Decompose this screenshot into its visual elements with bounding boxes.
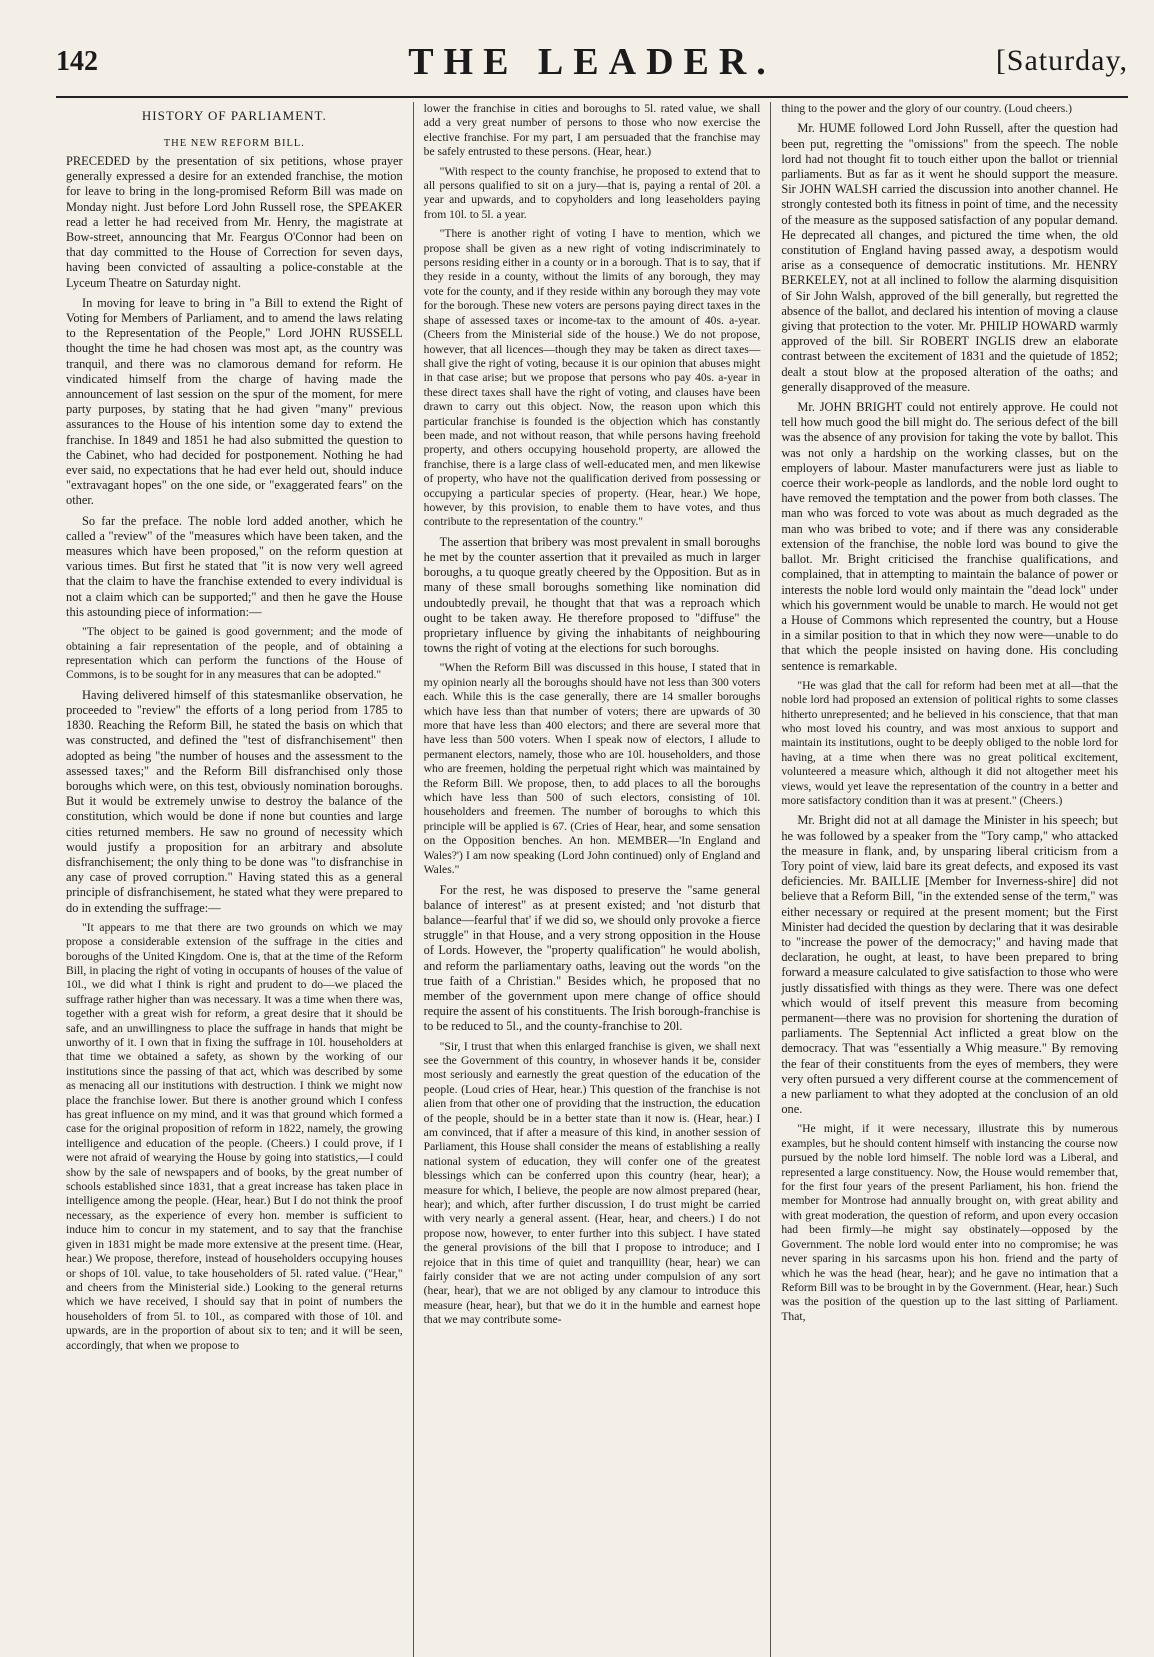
quotation: "The object to be gained is good government; and the mode of obtaining a fair representation of the people, and of obtaining a representation which can perform the functions of the House of Commons, is to be sought for in any measures that can be adopted."	[66, 625, 403, 682]
newspaper-title: THE LEADER.	[408, 41, 776, 83]
paragraph: The assertion that bribery was most prevalent in small boroughs he met by the counter assertion that it prevailed as much in larger boroughs, a tu quoque greatly cheered by the Opposition. But as in many of these small boroughs something like nomination did undoubtedly prevail, he thought that that was a reproach which ought to be taken away. He therefore proposed to "diffuse" the proprietary influence by giving the inhabitants of neighbouring towns the right of voting at the elections for such boroughs.	[423, 534, 761, 656]
masthead	[56, 0, 1128, 98]
paragraph: In moving for leave to bring in "a Bill to extend the Right of Voting for Members of Parliament, and to amend the laws relating to the Representation of the People," Lord JOHN RUSSELL thought the time he had chosen was most apt, as the country was tranquil, and there was no clamorous demand for reform. He vindicated himself from the charge of having made the announcement of last session on the spur of the moment, for mere party purposes, by stating that he had given "many" previous assurances to the House of his intention some day to extend the franchise. In 1849 and 1851 he had also submitted the question to the Cabinet, who had decided for postponement. Nothing he had ever said, no expectations that he had ever held out, should induce "extravagant hopes" on the one side, or "exaggerated fears" on the other.	[66, 295, 403, 508]
quotation: "It appears to me that there are two grounds on which we may propose a considerable extension of the suffrage in the cities and boroughs of the United Kingdom. One is, that at the time of the Reform Bill, in placing the right of voting in occupants of houses of the value of 10l., we did what I think is right and prudent to do—we placed the suffrage rather higher than was necessary. It was a time when there was, together with a great wish for reform, a great desire that it should be safe, and an unwillingness to place the suffrage in hands that might be unworthy of it. I own that in fixing the suffrage in 10l. householders at that time we obtained a safety, as shown by the working of our institutions since the passing of that act, which was described by some as menacing all our institutions with destruction. I think we might now place the franchise lower. But there is another ground which I confess has great influence on my mind, and it was that ground which formed a case for the original proposition of reform in 1822, namely, the growing intelligence and education of the people. (Cheers.) I could prove, if I were not afraid of wearying the House by going into statistics,—I could show by the sale of newspapers and of books, by the great number of schools established since 1831, that a great increase has taken place in intelligence among the people. (Hear, hear.) But I do not think the proof necessary, as the experience of every hon. member is sufficient to induce him to concur in my statement, and to say that the franchise given in 1831 might be made more extensive at the present time. (Hear, hear.) We propose, therefore, instead of householders occupying houses or shops of 10l. value, to take householders of 5l. rated value. ("Hear," and cheers from the Ministerial side.) Looking to the general returns which we have received, I should say that in point of numbers the householders of from 5l. to 10l., as compared with those of 10l. and upwards, are in the proportion of about six to ten; and it will be seen, accordingly, that when we propose to	[66, 920, 403, 1352]
section-heading: HISTORY OF PARLIAMENT.	[141, 108, 327, 123]
paragraph: For the rest, he was disposed to preserve the "same general balance of interest" as at present existed; and 'not disturb that balance—fearful that' if we did so, we should only provoke a fierce struggle" in that House, and a very strong opposition in the House of Lords. However, the "property qualification" he would abolish, and reform the parliamentary oaths, leaving out the words "on the true faith of a Christian." Besides which, he proposed that no member of the government upon mere change of office should require the assent of his constituents. The Irish borough-franchise is to be reduced to 5l., and the county-franchise to 20l.	[423, 882, 761, 1034]
quotation: "Sir, I trust that when this enlarged franchise is given, we shall next see the Government of this country, in whosever hands it be, consider most seriously and earnestly the great question of the education of the people. (Loud cries of Hear, hear.) This question of the franchise is not alien from that other one of providing that the instruction, the education of the people, should be in a better state than it now is. (Hear, hear.) I am convinced, that if after a measure of this kind, in another session of Parliament, this House shall consider the means of establishing a really national system of education, they will confer one of the greatest blessings which can be conferred upon this country (hear, hear); a measure for which, I believe, the people are now almost prepared (hear, hear); and which, after further discussion, I do trust might be carried with very nearly a general assent. (Hear, hear, and cheers.) I do not propose now, however, to enter further into this subject. I have stated the general provisions of the bill that I propose to introduce; and I rejoice that in this time of quiet and tranquillity (hear, hear) we can fairly consider that we are not acting under compulsion of any sort (hear, hear), that we are not obliged by any clamour to introduce this measure (hear, hear), but that we do it in the humble and earnest hope that we may contribute some-	[423, 1039, 761, 1327]
quotation: lower the franchise in cities and boroughs to 5l. rated value, we shall add a very great number of persons to those who now exercise the elective franchise. For my part, I am persuaded that the franchise may be safely entrusted to these persons. (Hear, hear.)	[423, 102, 761, 159]
column-2	[414, 102, 772, 1657]
column-1	[56, 102, 414, 1657]
quotation: "There is another right of voting I have to mention, which we propose shall be given as a new right of voting indiscriminately to persons residing either in a county or in a borough. That is to say, that if they reside in a county, without the limits of any borough, they may vote for the county, and if they reside within any borough they may vote for the borough. These new voters are persons paying direct taxes in the shape of assessed taxes or income-tax to the amount of 40s. a-year. (Cheers from the Ministerial side of the house.) We do not propose, however, that all licences—though they may be taken as direct taxes—shall give the right of voting, because it is our opinion that abuses might in that case arise; but we propose that persons who pay 40s. a-year in these direct taxes shall have the right of voting, and clauses have been drawn to carry out this object. Now, the reason upon which this particular franchise is founded is the objection which has constantly been made, and not without reason, that while persons having freehold property, and others occupying household property, are allowed the franchise, there is a large class of well-educated men, and men likewise of property, who have not the qualification derived from possessing or occupying a particular species of property. (Hear, hear.) We hope, however, by this provision, to enable them to have votes, and thus contribute to the representation of the country."	[423, 227, 761, 529]
article-subheading: THE NEW REFORM BILL.	[163, 138, 305, 149]
quotation: "With respect to the county franchise, he proposed to extend that to all persons qualified to sit on a jury—that is, paying a rental of 20l. a year and upwards, and to copyholders and long leaseholders paying from 10l. to 5l. a year.	[423, 164, 761, 221]
issue-day: [Saturday,	[995, 44, 1128, 77]
page-number: 142	[56, 46, 98, 77]
quotation: "He was glad that the call for reform had been met at all—that the noble lord had proposed an extension of political rights to some classes hitherto unrepresented; and he believed in his conscience, that that man who most loved his country, and was most anxious to support and maintain its institutions, ought to be deeply obliged to the noble lord for having, at a time when there was no great political excitement, volunteered a measure which, although it did not altogether meet his views, would yet leave the representation of the country in a better and more satisfactory condition than it was at present." (Cheers.)	[781, 678, 1119, 807]
quotation: thing to the power and the glory of our country. (Loud cheers.)	[781, 102, 1072, 115]
quotation: "He might, if it were necessary, illustrate this by numerous examples, but he should content himself with instancing the course now pursued by the noble lord himself. The noble lord was a Liberal, and represented a large constituency. Now, the House would remember that, for the first four years of the present Parliament, his hon. friend the member for Montrose had annually brought on, with great ability and with great moderation, the question of reform, and upon every occasion had been firmly—he might say obstinately—opposed by the Government. The noble lord would enter into no compromise; he was never sparing in his sarcasms upon his hon. friend and the party of which he was the head (hear, hear); and he gave no intimation that a Reform Bill was to be brought in by the Government. (Hear, hear.) Such was the position of the question up to the last sitting of Parliament. That,	[781, 1122, 1119, 1323]
article-columns	[56, 102, 1128, 1657]
paragraph: Mr. JOHN BRIGHT could not entirely approve. He could not tell how much good the bill might do. The serious defect of the bill was the absence of any provision for taking the vote by ballot. This was not only a hardship on the working classes, but on the employers of labour. Master manufacturers were just as liable to coerce their work-people as landlords, and the noble lord ought to have removed the temptation and the power from both classes. The man who was forced to vote was about as much degraded as the man who was bribed to vote; and if there was any considerable extension of the franchise, the noble lord was bound to give the ballot. Mr. Bright criticised the franchise qualifications, and complained, that in attempting to maintain the balance of power or interests the noble lord would only maintain the "dead lock" under which his government would be unable to march. He would not get a House of Commons which represented the country, but a House in a similar position to that in which they now were—unable to do that which the people insisted on having done. His concluding sentence is remarkable.	[781, 400, 1119, 673]
paragraph: Mr. HUME followed Lord John Russell, after the question had been put, regretting the "omissions" from the speech. The noble lord had not thought fit to touch either upon the ballot or triennial parliaments. But as far as it went he should support the measure. Sir JOHN WALSH carried the discussion into another channel. He strongly contested both its fitness in point of time, and the necessity of the measure as the supposed satisfaction of any popular demand. He deprecated all changes, and pictured the time when, the old constitution of England having passed away, a despotism would arise as a consequence of democratic institutions. Mr. HENRY BERKELEY, not at all inclined to follow the alarming disquisition of Sir John Walsh, approved of the bill generally, but regretted the absence of the ballot, and declared his intention of moving a clause giving that protection to the voter. Mr. PHILIP HOWARD warmly approved of the bill. Sir ROBERT INGLIS drew an elaborate contrast between the excitement of 1831 and the quietude of 1852; dealt a stout blow at the proposed alteration of the oaths; and generally disapproved of the measure.	[781, 121, 1119, 394]
paragraph: Having delivered himself of this statesmanlike observation, he proceeded to "review" the efforts of a long period from 1785 to 1830. Reaching the Reform Bill, he stated the basis on which that was constructed, and defined the "test of disfranchisement" then adopted as being "the number of houses and the assessment to the assessed taxes;" and the Reform Bill disfranchised only those boroughs which were, on this test, obviously nomination boroughs. But it would be extremely unwise to destroy the balance of the constitution, which would be done if none but counties and large cities returned members. He saw no ground of necessity which would justify a proposition for an arbitrary and absolute disfranchisement; the only thing to be done was "to disfranchise in any case of proved corruption." Having stated this as a general principle of disfranchisement, he stated what they were prepared to do in extending the suffrage:—	[66, 687, 403, 915]
paragraph: PRECEDED by the presentation of six petitions, whose prayer generally expressed a desire for an extended franchise, the motion for leave to bring in the long-promised Reform Bill was made on Monday night. Just before Lord John Russell rose, the SPEAKER read a letter he had received from Mr. Henry, the magistrate at Bow-street, announcing that Mr. Feargus O'Connor had been on that day committed to the House of Correction for seven days, having been convicted of assaulting a police-constable at the Lyceum Theatre on Saturday night.	[66, 154, 403, 290]
column-3	[771, 102, 1128, 1657]
paragraph: So far the preface. The noble lord added another, which he called a "review" of the "measures which have been taken, and the measures which have been proposed," on the reform question at various times. But first he stated that "it is now very well agreed that the claim to have the franchise extended to every individual is not a claim which can be supported;" and then he gave the House this astounding piece of information:—	[66, 513, 403, 619]
paragraph: Mr. Bright did not at all damage the Minister in his speech; but he was followed by a speaker from the "Tory camp," who attacked the measure in flank, and, by unsparing liberal criticism from a Tory point of view, laid bare its great defects, and exposed its vast deficiencies. Mr. BAILLIE [Member for Inverness-shire] did not believe that a Reform Bill, "in the extended sense of the term," was either necessary or required at the present moment; but the First Minister had decided the question by declaring that it was desirable to "increase the power of the democracy;" and having made that declaration, he ought, at least, to have been prepared to bring forward a measure calculated to give satisfaction to those who were justly dissatisfied with things as they were. There was one defect which would of itself prevent this measure from becoming permanent—there was no provision for shortening the duration of parliaments. The Septennial Act inflicted a great blow on the democracy. That was "essentially a Whig measure." By removing the fear of their constituents from the eyes of members, they were very often pursued a very different course at the commencement of a new parliament to what they adopted at the conclusion of an old one.	[781, 813, 1119, 1117]
quotation: "When the Reform Bill was discussed in this house, I stated that in my opinion nearly all the boroughs should have not less than 300 voters each. While this is the case generally, there are 14 smaller boroughs which have less than that number of voters; there are upwards of 30 more that have less than 400 electors; and there are several more that have less than 500 voters. When I speak now of electors, I allude to permanent electors, namely, those who are 10l. householders, and those who are freemen, holding the perpetual right which was maintained by the Reform Bill. We propose, then, to add places to all the boroughs which have less than 500 of such electors, consisting of 10l. householders and freemen. The number of boroughs to which this principle will be applied is 67. (Cries of Hear, hear, and some sensation on the Opposition benches. An hon. MEMBER—'In England and Wales?') I am now speaking (Lord John continued) only of England and Wales."	[423, 661, 761, 877]
